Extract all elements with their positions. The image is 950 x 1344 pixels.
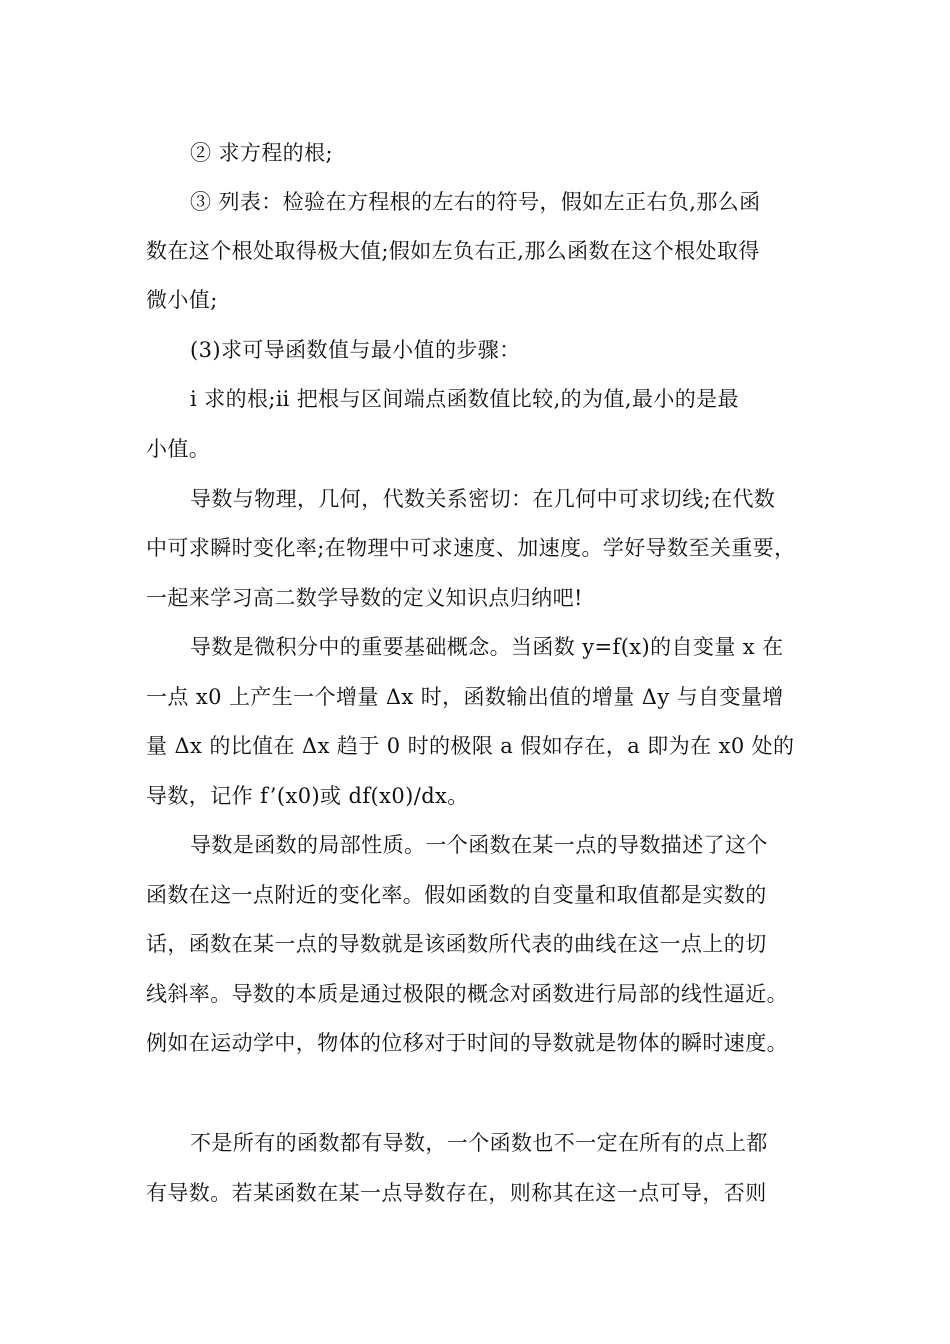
text-line: 中可求瞬时变化率;在物理中可求速度、加速度。学好导数至关重要， [146,536,796,560]
text-line: ② 求方程的根; [190,141,333,165]
text-line: 话，函数在某一点的导数就是该函数所代表的曲线在这一点上的切 [146,932,767,956]
text-line: ③ 列表：检验在方程根的左右的符号，假如左正右负,那么函 [190,190,761,214]
text-line: 一起来学习高二数学导数的定义知识点归纳吧! [146,586,583,610]
text-line: (3)求可导函数值与最小值的步骤： [190,338,521,362]
text-line: 不是所有的函数都有导数，一个函数也不一定在所有的点上都 [190,1131,768,1155]
text-line: 导数是微积分中的重要基础概念。当函数 y=f(x)的自变量 x 在 [190,635,784,659]
text-line: 一点 x0 上产生一个增量 Δx 时，函数输出值的增量 Δy 与自变量增 [146,685,784,709]
text-line: 导数，记作 f’(x0)或 df(x0)/dx。 [146,784,469,808]
text-line: 有导数。若某函数在某一点导数存在，则称其在这一点可导，否则 [146,1181,767,1205]
text-line: 微小值; [146,288,218,312]
text-line: 线斜率。导数的本质是通过极限的概念对函数进行局部的线性逼近。 [146,982,788,1006]
text-line: 小值。 [146,437,211,461]
text-line: ⅰ 求的根;ⅱ 把根与区间端点函数值比较,的为值,最小的是最 [190,387,739,411]
text-line: 例如在运动学中，物体的位移对于时间的导数就是物体的瞬时速度。 [146,1031,788,1055]
text-line: 导数是函数的局部性质。一个函数在某一点的导数描述了这个 [190,833,768,857]
text-line: 数在这个根处取得极大值;假如左负右正,那么函数在这个根处取得 [146,239,760,263]
text-line: 量 Δx 的比值在 Δx 趋于 0 时的极限 a 假如存在，a 即为在 x0 处的 [146,734,795,758]
text-line: 导数与物理，几何，代数关系密切：在几何中可求切线;在代数 [190,487,776,511]
text-line: 函数在这一点附近的变化率。假如函数的自变量和取值都是实数的 [146,883,767,907]
